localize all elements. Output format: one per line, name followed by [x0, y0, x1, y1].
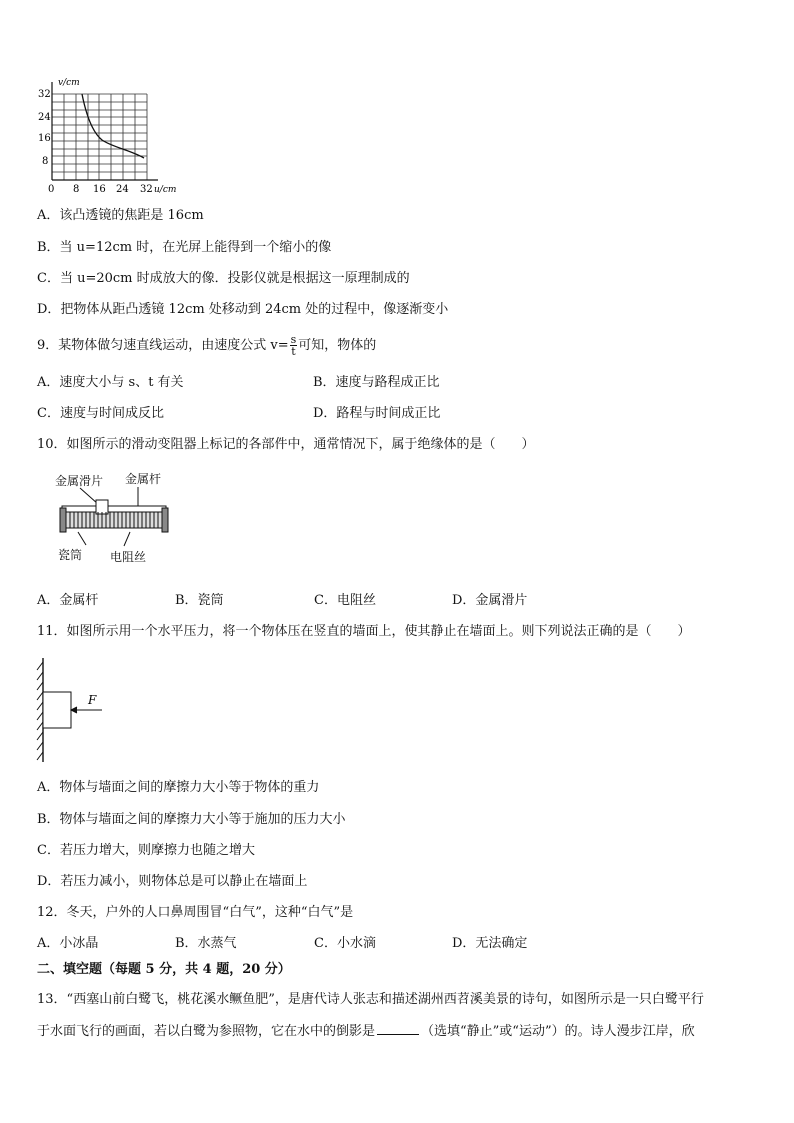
q8-option-c: C．当 u=20cm 时成放大的像．投影仪就是根据这一原理制成的	[37, 271, 410, 286]
q8-option-a: A．该凸透镜的焦距是 16cm	[37, 208, 204, 223]
label-porcelain-tube: 瓷筒	[58, 548, 83, 562]
q10-option-d: D．金属滑片	[452, 593, 528, 608]
fraction-denominator: t	[291, 345, 296, 358]
lens-image-distance-graph	[34, 74, 194, 198]
q9-stem-after: 可知，物体的	[298, 338, 377, 353]
answer-blank[interactable]	[377, 1022, 419, 1035]
q13-line2-after: （选填“静止”或“运动”）的。诗人漫步江岸，欣	[421, 1024, 695, 1039]
x-axis-label: u/cm	[154, 185, 177, 195]
q10-option-c: C．电阻丝	[314, 593, 376, 608]
q13-line1: 13．“西塞山前白鹭飞，桃花溪水鳜鱼肥”，是唐代诗人张志和描述湖州西苕溪美景的诗句，如图所示是一只白鹭平行	[37, 992, 704, 1007]
q12-option-a: A．小冰晶	[37, 936, 99, 951]
q9-stem-before: 9．某物体做匀速直线运动，由速度公式 v=	[37, 338, 289, 353]
q9-option-d: D．路程与时间成正比	[313, 406, 441, 421]
q9-option-b: B．速度与路程成正比	[313, 375, 440, 390]
label-metal-rod: 金属杆	[125, 472, 162, 486]
x-tick: 0	[48, 184, 55, 195]
q8-option-d: D．把物体从距凸透镜 12cm 处移动到 24cm 处的过程中，像逐渐变小	[37, 302, 449, 317]
label-metal-slider: 金属滑片	[55, 474, 104, 488]
q11-option-a: A．物体与墙面之间的摩擦力大小等于物体的重力	[37, 780, 320, 795]
q10-stem: 10．如图所示的滑动变阻器上标记的各部件中，通常情况下，属于绝缘体的是（ ）	[37, 437, 535, 452]
rheostat-drawing	[50, 470, 180, 570]
x-tick: 24	[116, 184, 129, 195]
force-label: F	[88, 693, 97, 707]
speed-formula-fraction	[290, 334, 298, 357]
y-tick: 16	[38, 133, 51, 144]
q13-line2-before: 于水面飞行的画面，若以白鹭为参照物，它在水中的倒影是	[37, 1024, 376, 1039]
q12-option-c: C．小水滴	[314, 936, 376, 951]
q10-option-a: A．金属杆	[37, 593, 99, 608]
q11-stem: 11．如图所示用一个水平压力，将一个物体压在竖直的墙面上，使其静止在墙面上。则下列说法正确的是（ ）	[37, 624, 691, 639]
q12-stem: 12．冬天，户外的人口鼻周围冒“白气”，这种“白气”是	[37, 905, 354, 920]
q11-option-c: C．若压力增大，则摩擦力也随之增大	[37, 843, 255, 858]
q8-option-b: B．当 u=12cm 时，在光屏上能得到一个缩小的像	[37, 240, 332, 255]
q11-option-d: D．若压力减小，则物体总是可以静止在墙面上	[37, 874, 308, 889]
y-tick: 8	[42, 156, 49, 167]
q9-stem	[37, 331, 376, 361]
q11-option-b: B．物体与墙面之间的摩擦力大小等于施加的压力大小	[37, 812, 346, 827]
q13-line2	[37, 1022, 695, 1041]
x-tick: 8	[73, 184, 80, 195]
section-title: 二、填空题（每题 5 分，共 4 题，20 分）	[37, 962, 291, 977]
q12-option-d: D．无法确定	[452, 936, 528, 951]
x-tick: 16	[93, 184, 106, 195]
q10-option-b: B．瓷筒	[175, 593, 224, 608]
y-tick: 32	[38, 89, 51, 100]
x-tick: 32	[140, 184, 153, 195]
y-tick: 24	[38, 112, 51, 123]
y-axis-label: v/cm	[58, 78, 80, 88]
rheostat-diagram	[50, 470, 180, 570]
label-resistance-wire: 电阻丝	[110, 550, 147, 564]
wall-block-force-diagram	[36, 656, 116, 764]
q12-option-b: B．水蒸气	[175, 936, 237, 951]
fraction-numerator: s	[290, 333, 297, 346]
q9-option-a: A．速度大小与 s、t 有关	[37, 375, 184, 390]
q9-option-c: C．速度与时间成反比	[37, 406, 164, 421]
